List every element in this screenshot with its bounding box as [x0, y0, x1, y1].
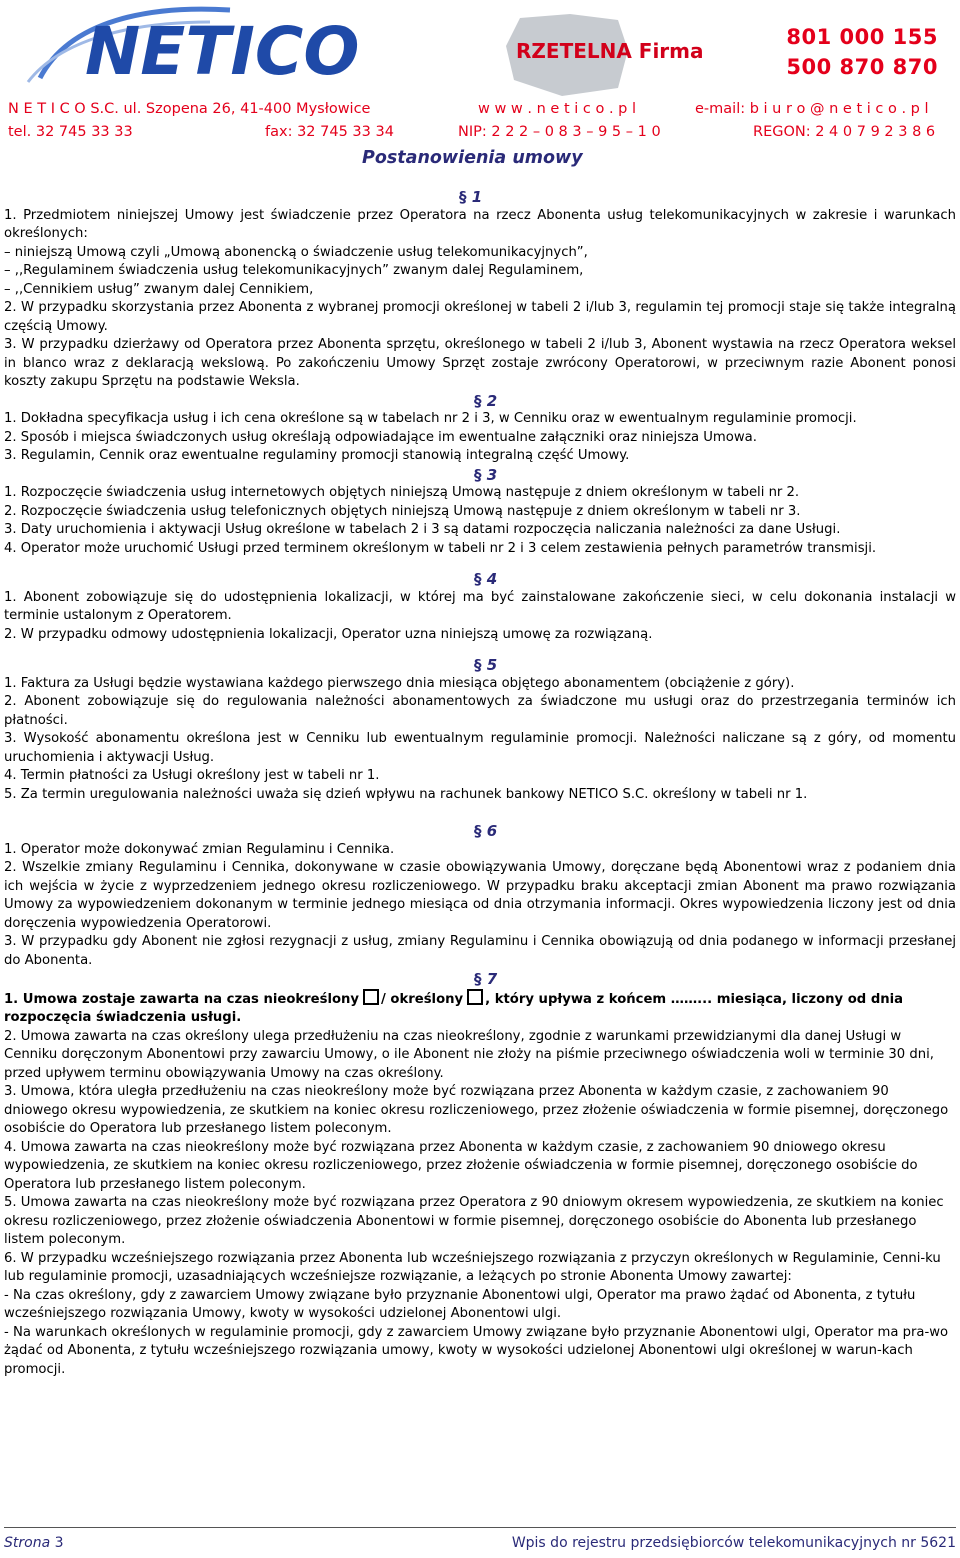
website-link[interactable]: w w w . n e t i c o . p l — [478, 101, 637, 117]
s4-point-2: 2. W przypadku odmowy udostępnienia lokalizacji, Operator uzna niniejszą umowę za rozwiązaną. — [4, 626, 653, 642]
email-link[interactable]: e-mail: b i u r o @ n e t i c o . p l — [695, 101, 929, 117]
s5-point-4: 4. Termin płatności za Usługi określony jest w tabeli nr 1. — [4, 768, 380, 783]
s6-point-2: 2. Wszelkie zmiany Regulaminu i Cennika, dokonywane w czasie obowiązywania Umowy, doręczane będą Abonentowi wraz z podaniem dnia ich wejścia w życie z wyprzedzeniem jednego okresu rozliczeniowego. W przypadku braku akceptacji zmian Abonent ma prawo rozwiązania Umowy za wypowiedzeniem dokonanym w terminie jednego miesiąca od dnia otrzymania informacji. Okres wypowiedzenia liczony jest od dnia doręczenia wypowiedzenia Operatorowi. — [4, 860, 956, 931]
section-heading-7 — [474, 970, 956, 989]
svg-text:RZETELNA Firma: RZETELNA Firma — [516, 39, 704, 63]
indefinite-term-checkbox[interactable] — [363, 989, 379, 1005]
s4-point-1: 1. Abonent zobowiązuje się do udostępnienia lokalizacji, w której ma być zainstalowane zakończenie sieci, w celu dokonania instalacji w terminie ustalonym z Operatorem. — [4, 589, 956, 623]
company-ids-row — [8, 124, 952, 144]
s7-point-6: 6. W przypadku wcześniejszego rozwiązania przez Abonenta lub wcześniejszego rozwiązania z przyczyn określonych w Regulaminie, Cenni-ku lub regulaminie promocji, uzasadniających wcześniejsze rozwiązanie, a leżących po stronie Abonenta Umowy zawartej: — [4, 1250, 941, 1284]
section-heading-4 — [474, 570, 956, 589]
s7-point-7: - Na czas określony, gdy z zawarciem Umowy związane było przyznanie Abonentowi ulgi, Operator ma prawo żądać od Abonenta, z tytułu wcześniejszego rozwiązania Umowy, kwoty w wysokości udzielonej Abonentowi ulgi. — [4, 1287, 916, 1321]
company-address: N E T I C O S.C. ul. Szopena 26, 41-400 Mysłowice — [8, 101, 371, 117]
paragraph-mark: § — [474, 465, 482, 484]
section-heading-2 — [474, 392, 956, 411]
section-number: 1 — [471, 188, 483, 206]
contract-provisions — [4, 188, 956, 1379]
s1-list-item-2: – ,,Regulaminem świadczenia usług telekomunikacyjnych” zwanym dalej Regulaminem, — [4, 263, 584, 278]
paragraph-mark: § — [474, 970, 482, 988]
page-number — [4, 1535, 64, 1551]
s7-point-8: - Na warunkach określonych w regulaminie promocji, gdy z zawarciem Umowy związane było przyznanie Abonentowi ulgi, Operator ma pra-wo żądać od Abonenta, z tytułu wcześniejszego rozwiązania umowy, kwoty w wysokości udzielonej Abonentowi ulgi określonej w warun-kach promocji. — [4, 1324, 949, 1377]
s2-point-3: 3. Regulamin, Cennik oraz ewentualne regulaminy promocji stanowią integralną część Umowy. — [4, 448, 630, 463]
s7-point-1-part-c: , który upływa z końcem ……... miesiąca, liczony od dnia rozpoczęcia świadczenia usługi. — [4, 991, 904, 1025]
page-footer — [4, 1535, 956, 1555]
tel-number: tel. 32 745 33 33 — [8, 124, 133, 140]
section-number: 2 — [486, 391, 498, 410]
phone-2[interactable]: 500 870 870 — [786, 55, 938, 79]
rzetelna-firma-badge — [500, 10, 704, 100]
paragraph-mark: § — [474, 570, 482, 588]
s7-point-1 — [4, 989, 956, 1028]
section-number: 4 — [486, 570, 498, 588]
s3-point-1: 1. Rozpoczęcie świadczenia usług internetowych objętych niniejszą Umową następuje z dniem określonym w tabeli nr 2. — [4, 485, 800, 500]
s7-point-1-part-b: / określony — [381, 991, 464, 1007]
document-title: Postanowienia umowy — [362, 148, 583, 168]
netico-logo — [0, 0, 440, 100]
company-info-row — [8, 101, 952, 121]
s3-point-2: 2. Rozpoczęcie świadczenia usług telefonicznych objętych niniejszą Umową następuje z dniem określonym w tabeli nr 3. — [4, 503, 801, 519]
section-heading-6 — [474, 822, 956, 841]
s5-point-5: 5. Za termin uregulowania należności uważa się dzień wpływu na rachunek bankowy NETICO S.C. określony w tabeli nr 1. — [4, 786, 808, 802]
phone-1[interactable]: 801 000 155 — [786, 25, 938, 49]
section-number: 3 — [486, 465, 498, 484]
s7-point-1-part-a: 1. Umowa zostaje zawarta na czas nieokreślony — [4, 991, 360, 1007]
s6-point-3: 3. W przypadku gdy Abonent nie zgłosi rezygnacji z usług, zmiany Regulaminu i Cennika obowiązują od dnia podanego w informacji przesłanej do Abonenta. — [4, 934, 956, 968]
s7-point-2: 2. Umowa zawarta na czas określony ulega przedłużeniu na czas nieokreślony, zgodnie z warunkami przewidzianymi dla danej Usługi w Cenniku doręczonym Abonentowi przy zawarciu Umowy, o ile Abonent nie złoży na piśmie przeciwnego oświadczenia woli w terminie 30 dni, przed upływem terminu obowiązywania Umowy na czas określony. — [4, 1028, 934, 1081]
s3-point-3: 3. Daty uruchomienia i aktywacji Usług określone w tabelach 2 i 3 są datami rozpoczęcia naliczania należności za dane Usługi. — [4, 522, 841, 537]
section-heading-1 — [459, 188, 956, 207]
page-number-value: 3 — [54, 1535, 64, 1551]
section-heading-3 — [474, 466, 956, 485]
paragraph-mark: § — [474, 822, 482, 840]
logo-wordmark — [85, 13, 359, 90]
paragraph-mark: § — [474, 656, 482, 674]
s5-point-1: 1. Faktura za Usługi będzie wystawiana każdego pierwszego dnia miesiąca objętego abonamentem (obciążenie z góry). — [4, 675, 795, 691]
s1-point-3: 3. W przypadku dzierżawy od Operatora przez Abonenta sprzętu, określonego w tabeli 2 i/lub 3, Abonent wystawia na rzecz Operatora weksel in blanco wraz z deklaracją wekslową. Po zakończeniu Umowy Sprzęt zostaje zwrócony Operatorowi, w przeciwnym razie Abonent ponosi koszty zakupu Sprzętu na podstawie Weksla. — [4, 337, 956, 389]
s7-point-3: 3. Umowa, która uległa przedłużeniu na czas nieokreślony może być rozwiązana przez Abonenta w każdym czasie, z zachowaniem 90 dniowego okresu wypowiedzenia, ze skutkiem na koniec okresu rozliczeniowego, przez złożenie oświadczenia w formie pisemnej, doręczonego osobiście do Operatora lub przesłanego listem poleconym. — [4, 1084, 949, 1136]
paragraph-mark: § — [474, 391, 482, 410]
page-label: Strona — [4, 1535, 51, 1551]
section-number: 5 — [486, 656, 498, 674]
paragraph-mark: § — [459, 188, 467, 206]
fax-number: fax: 32 745 33 34 — [265, 124, 394, 140]
registry-note: Wpis do rejestru przedsiębiorców telekomunikacyjnych nr 5621 — [511, 1535, 956, 1551]
s5-point-2: 2. Abonent zobowiązuje się do regulowania należności abonamentowych za świadczone mu usługi oraz do przestrzegania terminów ich płatności. — [4, 694, 956, 728]
s3-point-4: 4. Operator może uruchomić Usługi przed terminem określonym w tabeli nr 2 i 3 celem zestawienia pełnych parametrów transmisji. — [4, 540, 877, 556]
s2-point-1: 1. Dokładna specyfikacja usług i ich cena określone są w tabelach nr 2 i 3, w Cenniku oraz w ewentualnym regulaminie promocji. — [4, 411, 857, 426]
s1-list-item-3: – ,,Cennikiem usług” zwanym dalej Cennikiem, — [4, 281, 314, 297]
s2-point-2: 2. Sposób i miejsca świadczonych usług określają odpowiadające im ewentualne załączniki oraz niniejsza Umowa. — [4, 429, 757, 445]
svg-text:NETICO: NETICO — [85, 13, 360, 90]
nip-number: NIP: 2 2 2 – 0 8 3 – 9 5 – 1 0 — [458, 124, 661, 140]
phone-numbers — [786, 22, 938, 82]
s1-point-2: 2. W przypadku skorzystania przez Abonenta z wybranej promocji określonej w tabeli 2 i/lub 3, regulamin tej promocji staje się także integralną częścią Umowy. — [4, 300, 956, 334]
regon-number: REGON: 2 4 0 7 9 2 3 8 6 — [753, 124, 936, 140]
section-number: 6 — [486, 822, 498, 840]
letterhead — [0, 0, 960, 178]
s1-point-1: 1. Przedmiotem niniejszej Umowy jest świadczenie przez Operatora na rzecz Abonenta usług telekomunikacyjnych w zakresie i warunkach określonych: — [4, 207, 956, 241]
s6-point-1: 1. Operator może dokonywać zmian Regulaminu i Cennika. — [4, 841, 395, 857]
definite-term-checkbox[interactable] — [467, 989, 483, 1005]
s5-point-3: 3. Wysokość abonamentu określona jest w Cenniku lub ewentualnym regulaminie promocji. Należności naliczane są z góry, od momentu uruchomienia i aktywacji Usług. — [4, 731, 956, 765]
s7-point-5: 5. Umowa zawarta na czas nieokreślony może być rozwiązana przez Operatora z 90 dniowym okresem wypowiedzenia, ze skutkiem na koniec okresu rozliczeniowego, przez złożenie oświadczenia Abonentowi w formie pisemnej, doręczonego osobiście do Abonenta lub przesłanego listem poleconym. — [4, 1195, 944, 1247]
section-number: 7 — [486, 970, 498, 988]
footer-divider — [4, 1527, 956, 1528]
section-heading-5 — [474, 656, 956, 675]
s7-point-4: 4. Umowa zawarta na czas nieokreślony może być rozwiązana przez Abonenta w każdym czasie, z zachowaniem 90 dniowego okresu wypowiedzenia, ze skutkiem na koniec okresu rozliczeniowego, przez złożenie oświadczenia w formie pisemnej, doręczonego osobiście do Operatora lub przesłanego listem poleconym. — [4, 1139, 918, 1192]
s1-list-item-1: – niniejszą Umową czyli „Umową abonencką o świadczenie usług telekomunikacyjnych”, — [4, 244, 588, 260]
